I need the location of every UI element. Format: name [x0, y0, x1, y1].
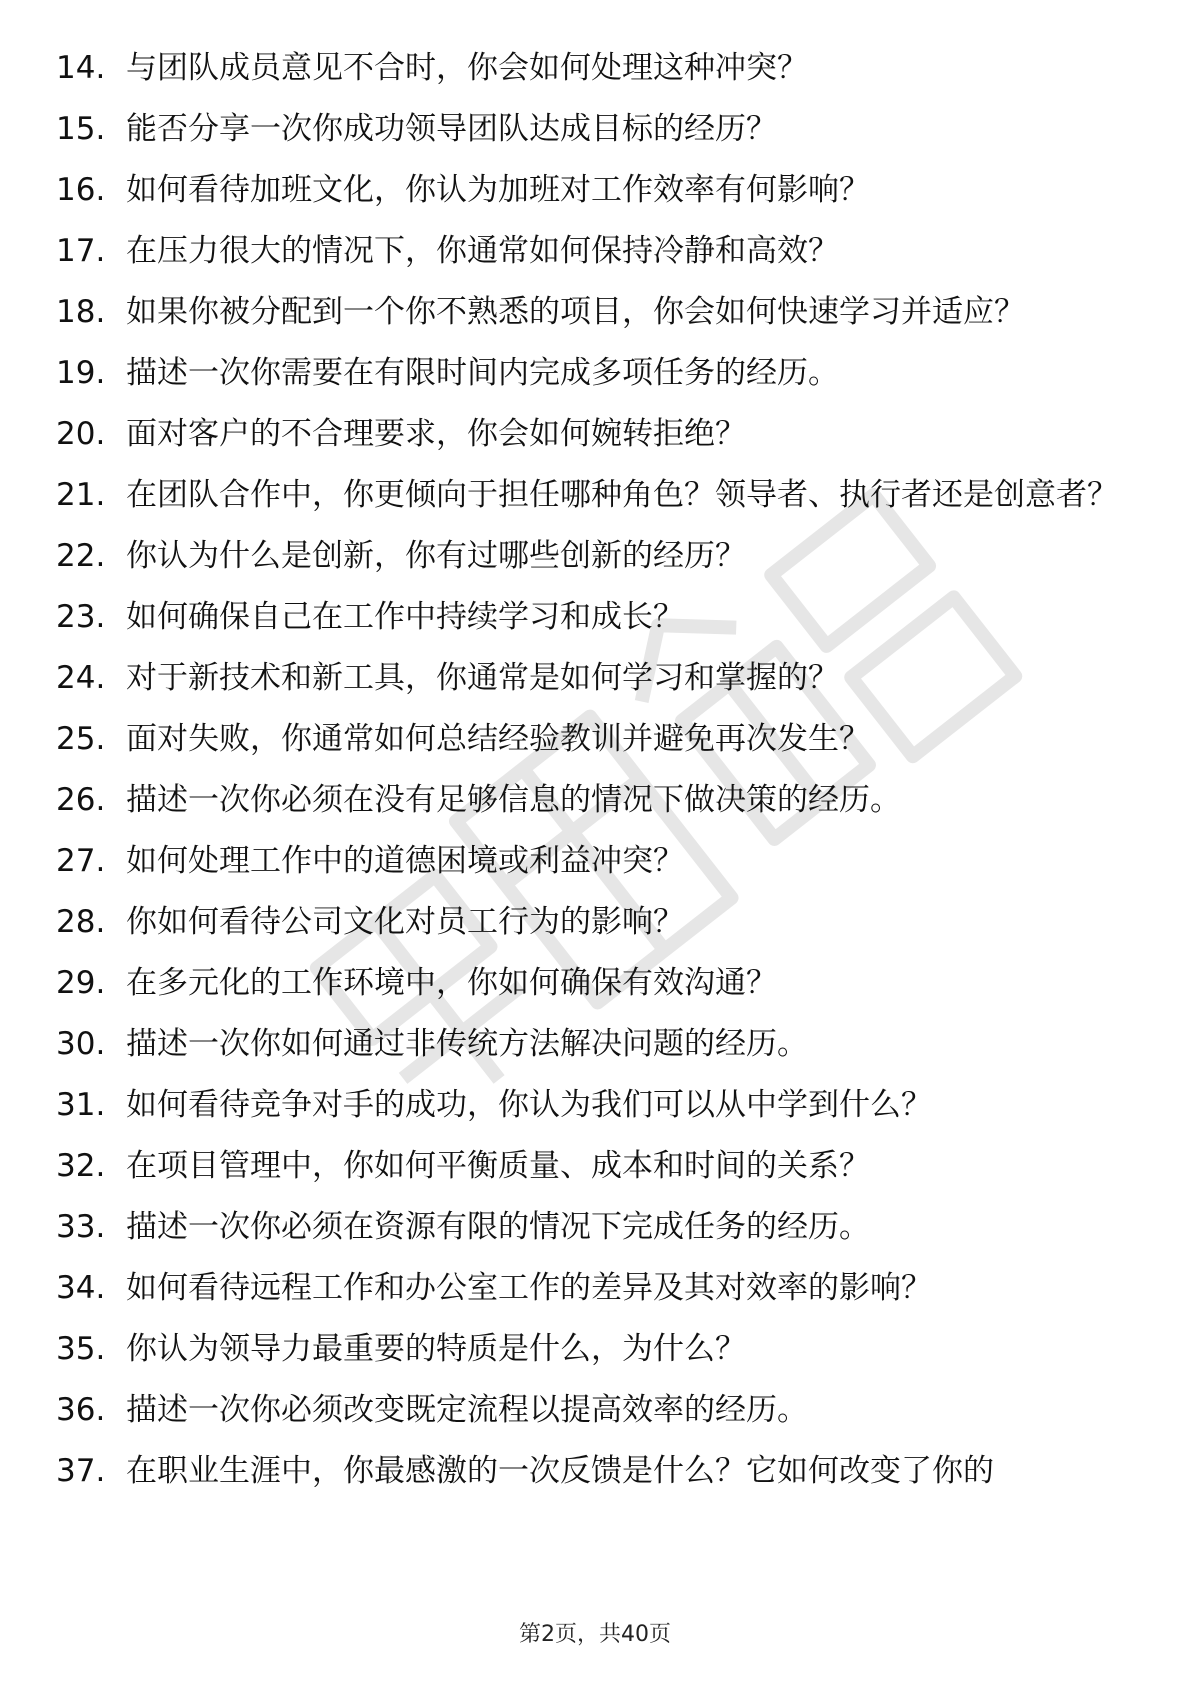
- question-item: [56, 1146, 1146, 1187]
- question-number: 14.: [56, 50, 106, 86]
- question-item: [56, 231, 1146, 272]
- question-text: 在团队合作中，你更倾向于担任哪种角色？领导者、执行者还是创意者？: [126, 477, 1118, 513]
- question-text: 你认为什么是创新，你有过哪些创新的经历？: [126, 538, 746, 574]
- question-number: 27.: [56, 843, 106, 879]
- question-text: 对于新技术和新工具，你通常是如何学习和掌握的？: [126, 660, 839, 696]
- question-item: [56, 292, 1146, 333]
- question-text: 你如何看待公司文化对员工行为的影响？: [126, 904, 684, 940]
- question-number: 22.: [56, 538, 106, 574]
- question-number: 34.: [56, 1270, 106, 1306]
- question-text: 面对客户的不合理要求，你会如何婉转拒绝？: [126, 416, 746, 452]
- question-number: 20.: [56, 416, 106, 452]
- question-text: 在职业生涯中，你最感激的一次反馈是什么？它如何改变了你的: [126, 1453, 994, 1489]
- question-item: [56, 353, 1146, 394]
- question-number: 36.: [56, 1392, 106, 1428]
- question-item: [56, 841, 1146, 882]
- question-text: 如果你被分配到一个你不熟悉的项目，你会如何快速学习并适应？: [126, 294, 1025, 330]
- question-text: 描述一次你必须改变既定流程以提高效率的经历。: [126, 1392, 808, 1428]
- question-item: [56, 1329, 1146, 1370]
- question-number: 35.: [56, 1331, 106, 1367]
- question-item: [56, 719, 1146, 760]
- question-text: 在项目管理中，你如何平衡质量、成本和时间的关系？: [126, 1148, 870, 1184]
- question-number: 33.: [56, 1209, 106, 1245]
- question-item: [56, 536, 1146, 577]
- question-text: 如何处理工作中的道德困境或利益冲突？: [126, 843, 684, 879]
- question-number: 18.: [56, 294, 106, 330]
- question-number: 25.: [56, 721, 106, 757]
- question-text: 如何看待加班文化，你认为加班对工作效率有何影响？: [126, 172, 870, 208]
- question-number: 15.: [56, 111, 106, 147]
- question-item: [56, 597, 1146, 638]
- question-number: 16.: [56, 172, 106, 208]
- question-item: [56, 658, 1146, 699]
- question-text: 如何看待竞争对手的成功，你认为我们可以从中学到什么？: [126, 1087, 932, 1123]
- question-number: 30.: [56, 1026, 106, 1062]
- question-item: [56, 963, 1146, 1004]
- question-text: 能否分享一次你成功领导团队达成目标的经历？: [126, 111, 777, 147]
- question-number: 28.: [56, 904, 106, 940]
- question-item: [56, 170, 1146, 211]
- question-text: 在多元化的工作环境中，你如何确保有效沟通？: [126, 965, 777, 1001]
- question-item: [56, 780, 1146, 821]
- question-text: 如何看待远程工作和办公室工作的差异及其对效率的影响？: [126, 1270, 932, 1306]
- question-list: [56, 48, 1146, 1512]
- question-item: [56, 1024, 1146, 1065]
- question-item: [56, 1390, 1146, 1431]
- question-item: [56, 475, 1146, 516]
- question-text: 在压力很大的情况下，你通常如何保持冷静和高效？: [126, 233, 839, 269]
- question-number: 37.: [56, 1453, 106, 1489]
- question-text: 与团队成员意见不合时，你会如何处理这种冲突？: [126, 50, 808, 86]
- question-number: 29.: [56, 965, 106, 1001]
- question-item: [56, 1451, 1146, 1492]
- question-item: [56, 1207, 1146, 1248]
- question-text: 描述一次你如何通过非传统方法解决问题的经历。: [126, 1026, 808, 1062]
- question-text: 你认为领导力最重要的特质是什么，为什么？: [126, 1331, 746, 1367]
- question-text: 描述一次你需要在有限时间内完成多项任务的经历。: [126, 355, 839, 391]
- question-item: [56, 414, 1146, 455]
- question-item: [56, 109, 1146, 150]
- question-text: 描述一次你必须在没有足够信息的情况下做决策的经历。: [126, 782, 901, 818]
- page-footer: 第2页，共40页: [519, 1622, 671, 1647]
- question-item: [56, 48, 1146, 89]
- question-number: 17.: [56, 233, 106, 269]
- question-text: 描述一次你必须在资源有限的情况下完成任务的经历。: [126, 1209, 870, 1245]
- question-number: 24.: [56, 660, 106, 696]
- question-number: 31.: [56, 1087, 106, 1123]
- question-number: 32.: [56, 1148, 106, 1184]
- question-text: 面对失败，你通常如何总结经验教训并避免再次发生？: [126, 721, 870, 757]
- question-text: 如何确保自己在工作中持续学习和成长？: [126, 599, 684, 635]
- question-number: 26.: [56, 782, 106, 818]
- question-item: [56, 902, 1146, 943]
- question-number: 23.: [56, 599, 106, 635]
- question-number: 19.: [56, 355, 106, 391]
- question-number: 21.: [56, 477, 106, 513]
- question-item: [56, 1268, 1146, 1309]
- question-item: [56, 1085, 1146, 1126]
